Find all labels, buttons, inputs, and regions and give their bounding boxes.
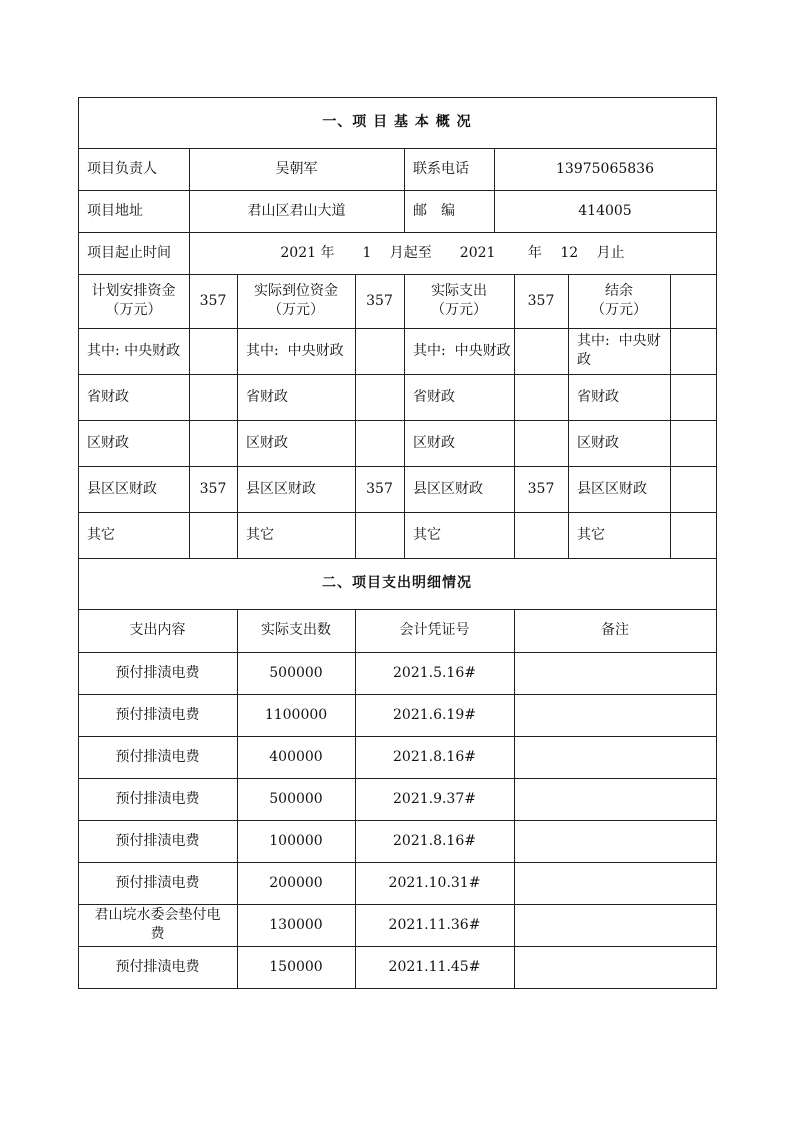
address-value: 君山区君山大道 [247,202,346,219]
expense-note [514,778,716,820]
funds-row-value [514,420,568,466]
expense-note [514,904,716,946]
expense-note [514,652,716,694]
funds-row-label: 其中: 中央财 政 [577,333,661,368]
funds-row-value [189,420,237,466]
funds-row-value: 357 [366,480,393,497]
funds-row-label: 区财政 [413,434,455,451]
funds-row-value [355,328,404,374]
funds-header-planned-line2: （万元） [105,302,162,318]
expense-amount: 130000 [269,916,323,933]
expense-voucher: 2021.5.16# [393,664,476,681]
grid-line [78,97,79,989]
funds-balance-value [670,274,716,328]
funds-row-label: 其它 [577,526,605,543]
funds-row-value [514,328,568,374]
funds-row-label: 其它 [413,526,441,543]
funds-row-value: 357 [199,480,227,497]
section-1-title: 一、项 目 基 本 概 况 [322,114,472,131]
grid-line [78,652,717,653]
grid-line [78,988,717,989]
grid-line [78,862,717,863]
funds-row-label: 县区区财政 [246,480,316,497]
funds-row-label: 县区区财政 [577,480,647,497]
grid-line [355,609,356,989]
period-label: 项目起止时间 [87,244,171,261]
funds-row-label: 其它 [87,526,115,543]
grid-line [78,820,717,821]
phone-value: 13975065836 [556,160,654,177]
leader-value: 吴朝军 [275,160,318,177]
funds-header-spent [404,274,514,328]
leader-label: 项目负责人 [87,160,157,177]
grid-line [78,946,717,947]
grid-line [670,274,671,559]
expense-content: 君山垸水委会垫付电 费 [94,907,221,942]
grid-line [78,232,717,233]
expense-amount: 150000 [269,958,323,975]
grid-line [78,190,717,191]
funds-header-spent-line1: 实际支出 [431,283,487,300]
expense-note [514,736,716,778]
funds-header-planned-line1: 计划安排资金 [91,283,176,300]
expense-amount: 400000 [269,748,323,765]
funds-row-label: 其中: 中央财政 [246,342,344,359]
column-header-voucher: 会计凭证号 [399,622,470,639]
expense-note [514,862,716,904]
funds-row-value [670,420,716,466]
funds-row-label: 其它 [246,526,274,543]
grid-line [355,274,356,559]
expense-voucher: 2021.8.16# [393,748,476,765]
funds-row-value [514,512,568,558]
funds-row-value [355,512,404,558]
grid-line [78,778,717,779]
grid-line [78,374,717,375]
postcode-value: 414005 [578,202,632,219]
funds-spent-value: 357 [527,292,555,309]
grid-line [78,148,717,149]
funds-row-label: 区财政 [577,434,619,451]
expense-voucher: 2021.8.16# [393,832,476,849]
grid-line [237,609,238,989]
funds-header-received-line1: 实际到位资金 [254,283,338,300]
funds-row-value [189,374,237,420]
grid-line [78,904,717,905]
expense-amount: 500000 [269,790,323,807]
grid-line [78,736,717,737]
funds-header-balance-line2: （万元） [591,302,647,318]
grid-line [568,274,569,559]
expense-note [514,694,716,736]
expense-voucher: 2021.6.19# [393,706,476,723]
expense-content: 预付排渍电费 [115,874,200,891]
grid-line [78,512,717,513]
funds-header-balance [568,274,670,328]
expense-amount: 1100000 [264,706,328,723]
expense-voucher: 2021.11.45# [388,958,481,975]
grid-line [78,558,717,559]
grid-line [514,274,515,559]
address-label: 项目地址 [87,202,143,219]
expense-amount: 200000 [269,874,323,891]
funds-row-label: 区财政 [246,434,288,451]
grid-line [78,609,717,610]
expense-note [514,820,716,862]
funds-header-received-line2: （万元） [268,302,324,318]
postcode-label: 邮 编 [413,202,455,219]
funds-received-value: 357 [366,292,393,309]
funds-row-label: 省财政 [87,388,129,405]
funds-row-value [670,466,716,512]
funds-row-value: 357 [527,480,555,497]
expense-content: 预付排渍电费 [115,664,200,681]
grid-line [78,97,717,98]
funds-header-received [237,274,355,328]
funds-header-planned [78,274,189,328]
funds-row-value [670,512,716,558]
expense-content: 预付排渍电费 [115,706,200,723]
phone-label: 联系电话 [413,160,469,177]
funds-row-label: 省财政 [246,388,288,405]
column-header-amount: 实际支出数 [261,622,331,639]
grid-line [189,274,190,559]
expense-amount: 100000 [269,832,323,849]
section-2-title: 二、项目支出明细情况 [322,575,472,592]
funds-row-label: 省财政 [577,388,619,405]
column-header-note: 备注 [601,622,629,639]
expense-content: 预付排渍电费 [115,958,200,975]
grid-line [716,97,717,989]
funds-row-label: 其中: 中央财政 [413,342,511,359]
funds-row-label: 区财政 [87,434,129,451]
expense-amount: 500000 [269,664,323,681]
expense-content: 预付排渍电费 [115,748,200,765]
grid-line [78,328,717,329]
funds-row-label: 县区区财政 [87,480,157,497]
grid-line [78,420,717,421]
funds-row-value [355,420,404,466]
funds-row-label: 其中: 中央财政 [87,342,181,359]
funds-header-balance-line1: 结余 [605,283,633,300]
funds-row-value [670,328,716,374]
grid-line [189,148,190,275]
funds-row-value [189,512,237,558]
expense-voucher: 2021.11.36# [388,916,481,933]
expense-content: 预付排渍电费 [115,832,200,849]
funds-row-label: 县区区财政 [413,480,483,497]
expense-content: 预付排渍电费 [115,790,200,807]
funds-row-value [355,374,404,420]
grid-line [404,274,405,559]
expense-voucher: 2021.10.31# [388,874,481,891]
grid-line [78,466,717,467]
grid-line [237,274,238,559]
grid-line [78,694,717,695]
expense-voucher: 2021.9.37# [393,790,476,807]
column-header-content: 支出内容 [129,622,186,639]
funds-planned-value: 357 [199,292,227,309]
grid-line [78,274,717,275]
grid-line [494,148,495,233]
funds-row-value [514,374,568,420]
grid-line [404,148,405,233]
funds-row-label: 省财政 [413,388,455,405]
funds-row-value [189,328,237,374]
funds-row-value [670,374,716,420]
period-value: 2021 年 1 月起至 2021 年 12 月止 [280,244,625,261]
expense-note [514,946,716,988]
funds-header-spent-line2: （万元） [431,302,487,318]
grid-line [514,609,515,989]
